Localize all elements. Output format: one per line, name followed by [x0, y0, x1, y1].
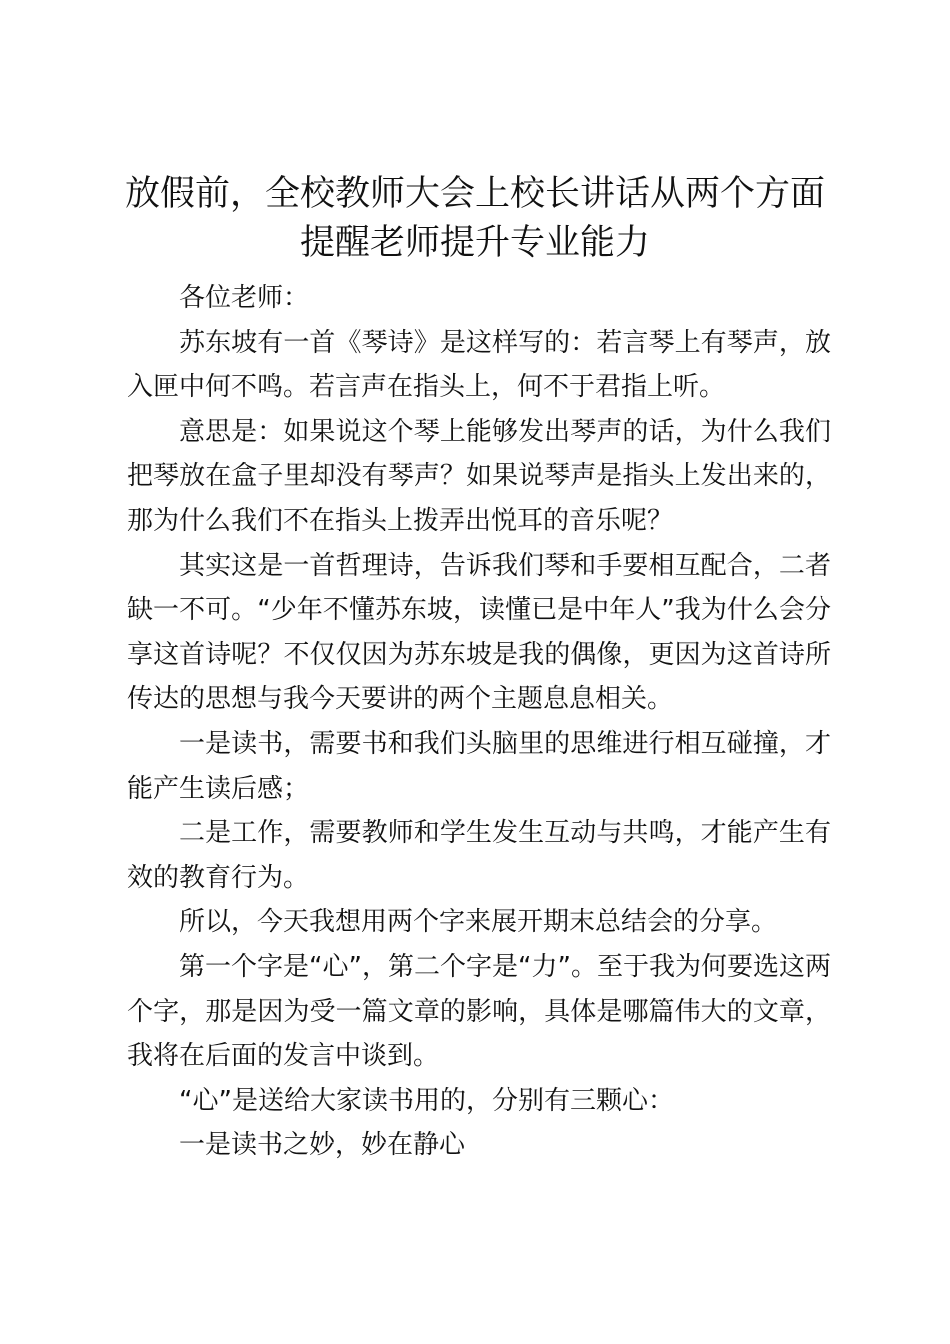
paragraph-heart: “心”是送给大家读书用的，分别有三颗心： — [179, 1085, 674, 1116]
paragraph-summary-intro: 所以，今天我想用两个字来展开期末总结会的分享。 — [179, 907, 778, 938]
document-title — [100, 170, 850, 268]
paragraph-working: 二是工作，需要教师和学生发生互动与共鸣，才能产生有效的教育行为。 — [127, 818, 831, 893]
paragraph-two-words: 第一个字是“心”，第二个字是“力”。至于我为何要选这两个字，那是因为受一篇文章的影响，具体是哪篇伟大的文章，我将在后面的发言中谈到。 — [127, 951, 831, 1072]
title-line-2: 提醒老师提升专业能力 — [299, 223, 650, 263]
title-line-1: 放假前，全校教师大会上校长讲话从两个方面 — [124, 174, 825, 214]
document-body — [127, 276, 831, 1168]
paragraph-poem: 苏东坡有一首《琴诗》是这样写的：若言琴上有琴声，放入匣中何不鸣。若言声在指头上，何不于君指上听。 — [127, 327, 831, 403]
paragraph-philosophy: 其实这是一首哲理诗，告诉我们琴和手要相互配合，二者缺一不可。“少年不懂苏东坡，读懂已是中年人”我为什么会分享这首诗呢？不仅仅因为苏东坡是我的偶像，更因为这首诗所传达的思想与我今天要讲的两个主题息息相关。 — [127, 550, 831, 715]
paragraph-reading: 一是读书，需要书和我们头脑里的思维进行相互碰撞，才能产生读后感； — [127, 728, 831, 804]
paragraph-first-heart: 一是读书之妙，妙在静心 — [179, 1130, 466, 1161]
salutation: 各位老师： — [179, 283, 310, 313]
paragraph-meaning: 意思是：如果说这个琴上能够发出琴声的话，为什么我们把琴放在盒子里却没有琴声？如果说琴声是指头上发出来的，那为什么我们不在指头上拨弄出悦耳的音乐呢？ — [127, 416, 831, 536]
